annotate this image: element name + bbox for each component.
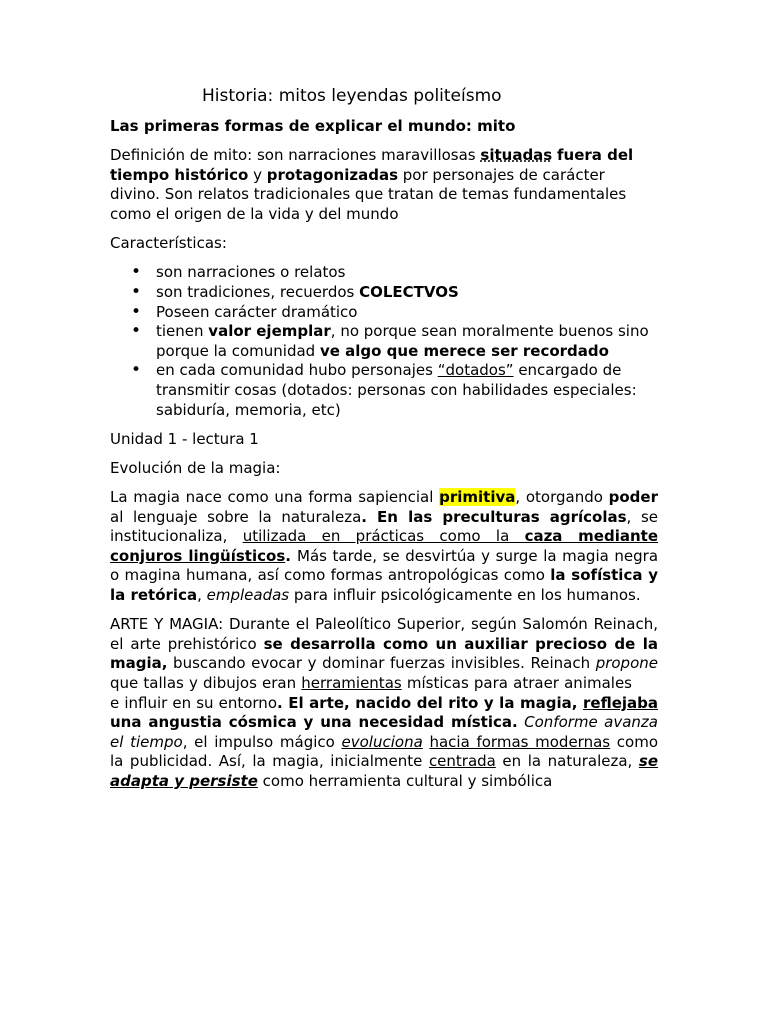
document-body (110, 84, 658, 801)
art-and-magic-paragraph: ARTE Y MAGIA: Durante el Paleolítico Superior, según Salomón Reinach, el arte prehistórico se desarrolla como un auxiliar precioso de la magia, buscando evocar y dominar fuerzas invisibles. Reinach propone que tallas y dibujos eran herramientas místicas para atraer animales e influir en su entorno. El arte, nacido del rito y la magia, reflejaba una angustia cósmica y una necesidad mística. Conforme avanza el tiempo, el impulso mágico evoluciona hacia formas modernas como la publicidad. Así, la magia, inicialmente centrada en la naturaleza, se adapta y persiste como herramienta cultural y simbólica (110, 615, 659, 790)
list-item: • en cada comunidad hubo personajes “dotados” encargado de transmitir cosas (dotados: personas con habilidades especiales: sabiduría, memoria, etc) (156, 361, 658, 420)
characteristics-label: Características: (110, 234, 227, 253)
evolution-label: Evolución de la magia: (110, 458, 281, 477)
characteristics-list (110, 263, 658, 420)
list-item: • tienen valor ejemplar, no porque sean moralmente buenos sino porque la comunidad ve algo que merece ser recordado (156, 322, 658, 361)
page-title: Historia: mitos leyendas politeísmo (202, 86, 502, 106)
unit-line: Unidad 1 - lectura 1 (110, 429, 259, 448)
list-item: • Poseen carácter dramático (156, 303, 658, 323)
list-item: • son tradiciones, recuerdos COLECTVOS (156, 283, 658, 303)
magic-evolution-paragraph: La magia nace como una forma sapiencial primitiva, otorgando poder al lenguaje sobre la naturaleza. En las preculturas agrícolas, se institucionaliza, utilizada en prácticas como la caza mediante conjuros lingüísticos. Más tarde, se desvirtúa y surge la magia negra o magina humana, así como formas antropológicas como la sofística y la retórica, empleadas para influir psicológicamente en los humanos. (110, 488, 659, 605)
myth-definition-paragraph: Definición de mito: son narraciones maravillosas situadas fuera del tiempo histórico y protagonizadas por personajes de carácter divino. Son relatos tradicionales que tratan de temas fundamentales como el origen de la vida y del mundo (110, 146, 634, 223)
section-heading: Las primeras formas de explicar el mundo: mito (110, 117, 516, 135)
list-item: • son narraciones o relatos (156, 263, 658, 283)
